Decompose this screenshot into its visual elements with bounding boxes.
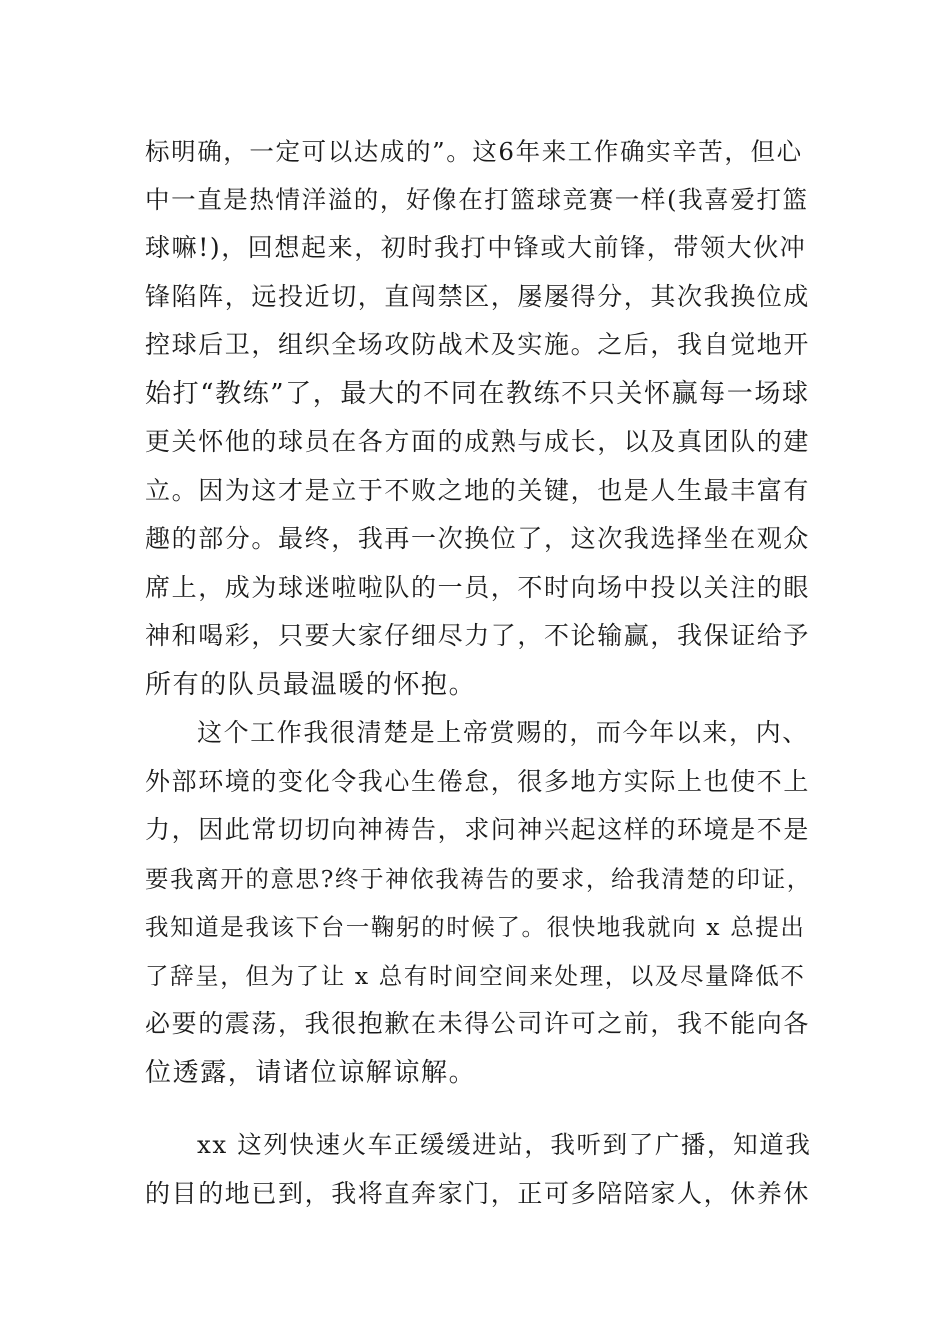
text-line: 控球后卫，组织全场攻防战术及实施。之后，我自觉地开 (145, 330, 811, 359)
text-line: 必要的震荡，我很抱歉在未得公司许可之前，我不能向各 (145, 1009, 811, 1038)
text-line: 趣的部分。最终，我再一次换位了，这次我选择坐在观众 (145, 524, 811, 553)
text-line: 标明确，一定可以达成的”。这6年来工作确实辛苦，但心 (145, 137, 803, 166)
text-line: 席上，成为球迷啦啦队的一员，不时向场中投以关注的眼 (145, 573, 811, 602)
text-line: 更关怀他的球员在各方面的成熟与成长，以及真团队的建 (145, 427, 811, 456)
text-line: 神和喝彩，只要大家仔细尽力了，不论输赢，我保证给予 (145, 621, 811, 650)
text-line: 要我离开的意思?终于神依我祷告的要求，给我清楚的印证， (145, 865, 812, 893)
text-line: 球嘛!)，回想起来，初时我打中锋或大前锋，带领大伙冲 (145, 233, 807, 262)
text-line: 所有的队员最温暖的怀抱。 (145, 670, 477, 700)
text-line: 的目的地已到，我将直奔家门，正可多陪陪家人，休养休 (145, 1179, 811, 1208)
text-line: 我知道是我该下台一鞠躬的时候了。很快地我就向 x 总提出 (145, 913, 806, 941)
text-line: 位透露，请诸位谅解谅解。 (145, 1058, 477, 1088)
text-line: 立。因为这才是立于不败之地的关键，也是人生最丰富有 (145, 476, 811, 505)
text-line: 始打“教练”了，最大的不同在教练不只关怀赢每一场球 (145, 379, 810, 409)
text-line: 外部环境的变化令我心生倦怠，很多地方实际上也使不上 (145, 767, 811, 796)
text-line: 了辞呈，但为了让 x 总有时间空间来处理，以及尽量降低不 (145, 962, 806, 990)
text-line: 力，因此常切切向神祷告，求问神兴起这样的环境是不是 (145, 815, 811, 844)
text-line: 这个工作我很清楚是上帝赏赐的，而今年以来，内、 (197, 718, 809, 747)
text-line: xx 这列快速火车正缓缓进站，我听到了广播，知道我 (197, 1130, 812, 1159)
text-line: 锋陷阵，远投近切，直闯禁区，屡屡得分，其次我换位成 (145, 282, 811, 311)
text-line: 中一直是热情洋溢的，好像在打篮球竞赛一样(我喜爱打篮 (145, 185, 809, 214)
